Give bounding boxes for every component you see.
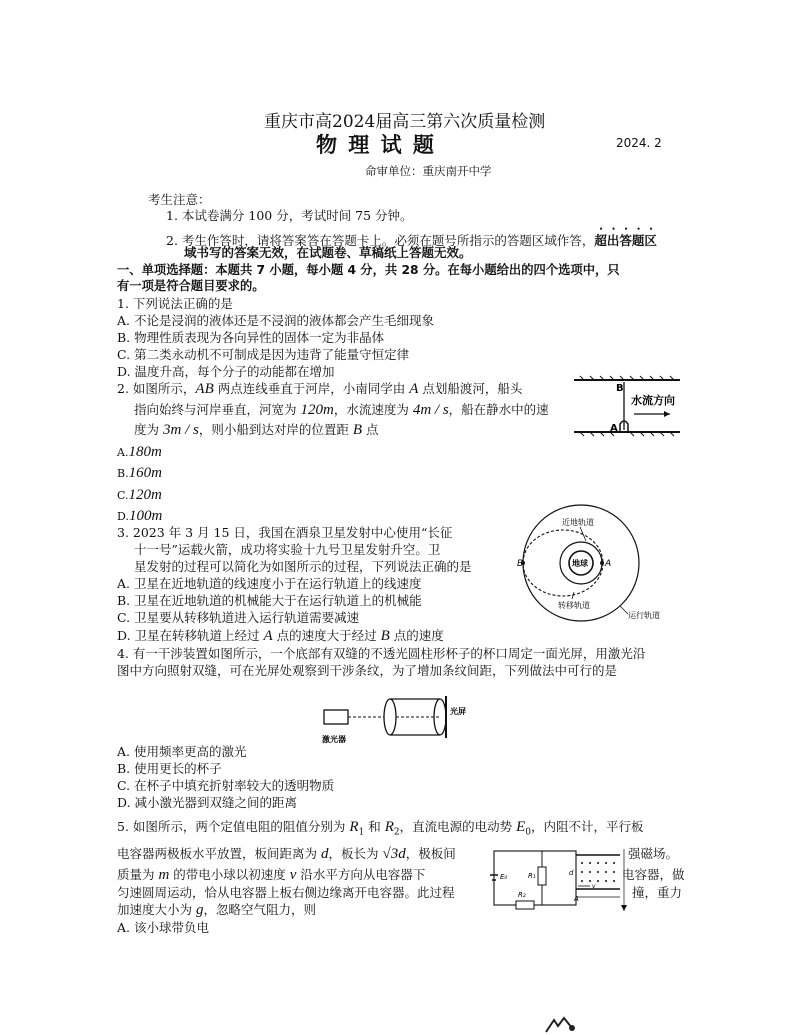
q5-fig-d: d [569, 869, 574, 877]
q5-fig-v: v [592, 883, 596, 890]
q5-option-a: A. 该小球带负电 [117, 920, 209, 935]
q2-text: 2. 如图所示， [117, 381, 196, 396]
q5-circuit-figure [490, 845, 630, 915]
q1-stem: 1. 下列说法正确的是 [117, 296, 233, 311]
q2-var-b: B [352, 422, 362, 438]
q5-text: ，内阻不计，平行板 [531, 819, 644, 834]
q3-stem-line3: 星发射的过程可以简化为如图所示的过程，下列说法正确的是 [134, 559, 472, 574]
q3-option-c: C. 卫星要从转移轨道进入运行轨道需要减速 [117, 610, 360, 625]
q2-flow-speed: 4m / s [412, 402, 449, 418]
exam-date: 2024. 2 [616, 136, 662, 150]
q2-text: 两点连线垂直于河岸，小南同学由 [213, 381, 410, 396]
q4-fig-screen: 光屏 [450, 707, 466, 716]
q5-stem-line5 [117, 901, 316, 919]
q2-option-d [117, 507, 162, 525]
q4-option-c: C. 在杯子中填充折射率较大的透明物质 [117, 778, 335, 793]
section-heading-cont: 有一项是符合题目要求的。 [117, 279, 265, 293]
q5-fig-a: A [574, 895, 579, 903]
q5-text: 5. 如图所示，两个定值电阻的阻值分别为 [117, 819, 350, 834]
q5-var-v: v [289, 867, 297, 883]
q5-fig-e0: E₀ [500, 873, 508, 881]
q3-fig-earth: 地球 [572, 559, 588, 568]
q2-option-c [117, 486, 162, 504]
q3-fig-near-orbit: 近地轨道 [562, 518, 594, 527]
q2-option-b [117, 464, 162, 482]
q5-stem-line4-tail: 撞，重力 [632, 885, 683, 900]
q3-fig-a: A [605, 559, 612, 569]
q2-option-value: 160m [128, 465, 162, 481]
q2-option-label: C. [117, 489, 129, 502]
q2-fig-label-b: B [616, 383, 624, 394]
q5-fig-r1: R₁ [528, 872, 536, 880]
q4-laser-figure [318, 690, 478, 750]
q2-option-label: A. [117, 446, 129, 459]
q4-option-d: D. 减小激光器到双缝之间的距离 [117, 795, 298, 810]
q5-var-m: m [158, 867, 170, 883]
q5-text: 沿水平方向从电容器下 [296, 867, 426, 882]
q3-fig-b: B [517, 559, 524, 569]
q2-var-a: A [409, 381, 419, 397]
q2-river-figure [572, 372, 682, 442]
notice-item-1: 1. 本试卷满分 100 分，考试时间 75 分钟。 [166, 208, 413, 223]
q5-var-r1: R [349, 819, 359, 835]
q4-stem-line2: 图中方向照射双缝，可在光屏处观察到干涉条纹，为了增加条纹间距，下列做法中可行的是 [117, 663, 618, 678]
q3-fig-transfer-orbit: 转移轨道 [558, 601, 590, 610]
q2-option-label: D. [117, 510, 129, 523]
authoring-unit: 命审单位：重庆南开中学 [365, 164, 492, 178]
q2-option-value: 100m [128, 508, 163, 524]
q2-option-value: 120m [128, 487, 162, 503]
q1-option-b: B. 物理性质表现为各向异性的固体一定为非晶体 [117, 330, 385, 345]
q1-option-c: C. 第二类永动机不可制成是因为违背了能量守恒定律 [117, 347, 410, 362]
section-heading: 一、单项选择题：本题共 7 小题，每小题 4 分，共 28 分。在每小题给出的四个选项中，只 [117, 263, 620, 277]
q4-option-b: B. 使用更长的杯子 [117, 761, 222, 776]
q5-var-r2: R [384, 819, 394, 835]
q5-text: 质量为 [117, 867, 159, 882]
q3-fig-run-orbit: 运行轨道 [628, 611, 660, 620]
q5-text: 的带电小球以初速度 [169, 867, 290, 882]
q5-text: ，忽略空气阻力，则 [203, 902, 316, 917]
q2-text: ，水流速度为 [333, 402, 413, 417]
q5-var-e0-sub: 0 [525, 827, 532, 838]
q5-var-r1-sub: 1 [358, 827, 365, 838]
q5-stem-line4: 匀速圆周运动，恰从电容器上板右侧边缘离开电容器。此过程 [117, 885, 455, 900]
q2-fig-flow-label: 水流方向 [631, 394, 675, 407]
q4-option-a: A. 使用频率更高的激光 [117, 744, 247, 759]
q5-stem-line3 [117, 866, 425, 884]
q2-stem-line1 [117, 380, 522, 398]
q5-fig-r2: R₂ [518, 891, 526, 899]
q5-text: 加速度大小为 [117, 902, 196, 917]
exam-subject-title: 物 理 试 题 [316, 132, 436, 157]
q2-var-ab: AB [195, 381, 214, 397]
q3-option-a: A. 卫星在近地轨道的线速度小于在运行轨道上的线速度 [117, 576, 422, 591]
notice-item-2-text: 2. 考生作答时，请将答案答在答题卡上。必须在题号所指示的答题区域作答， [166, 233, 595, 248]
q2-text: ，则小船到达对岸的位置距 [198, 422, 353, 437]
notice-heading: 考生注意： [148, 192, 211, 207]
q3-option-d [117, 627, 444, 645]
q2-river-width: 120m [300, 402, 334, 418]
exam-school-title: 重庆市高2024届高三第六次质量检测 [264, 112, 546, 132]
q5-stem-line2-tail: 强磁场。 [628, 846, 679, 861]
q3-text: 点的速度 [389, 628, 444, 643]
q4-fig-laser: 激光器 [322, 735, 346, 744]
q3-text: 点的速度大于经过 [272, 628, 381, 643]
q2-text: 指向始终与河岸垂直，河宽为 [134, 402, 301, 417]
q5-stem-line3-tail: 电容器，做 [622, 867, 685, 882]
q2-stem-line3 [134, 421, 378, 439]
q2-option-a [117, 443, 162, 461]
q2-option-value: 180m [128, 444, 162, 460]
q2-boat-speed: 3m / s [162, 422, 199, 438]
q3-orbit-figure [517, 500, 670, 628]
q5-stem-line1 [117, 818, 644, 842]
notice-item-2-emphasis: 超出答题区 [594, 233, 657, 248]
q2-option-label: B. [117, 467, 129, 480]
q2-fig-label-a: A [610, 423, 618, 434]
q3-var-b: B [380, 628, 390, 644]
q5-plate-length: √3d [382, 846, 406, 862]
q5-var-d: d [320, 846, 329, 862]
q2-text: 点划船渡河，船头 [418, 381, 523, 396]
q3-var-a: A [263, 628, 273, 644]
q5-text: ，直流电源的电动势 [399, 819, 517, 834]
q2-text: 度为 [134, 422, 163, 437]
q5-var-g: g [195, 902, 204, 918]
notice-item-2-cont: 域书写的答案无效，在试题卷、草稿纸上答题无效。 [184, 245, 472, 260]
q4-stem-line1: 4. 有一干涉装置如图所示，一个底部有双缝的不透光圆柱形杯子的杯口周定一面光屏，用激光沿 [117, 646, 646, 661]
q5-var-r2-sub: 2 [393, 827, 400, 838]
q5-text: 电容器两极板水平放置，板间距离为 [117, 846, 321, 861]
q3-text: D. 卫星在转移轨道上经过 [117, 628, 264, 643]
q5-text: ，板长为 [328, 846, 383, 861]
q2-text: 点 [361, 422, 379, 437]
q5-var-e0: E [516, 819, 526, 835]
q2-stem-line2 [134, 401, 564, 419]
q3-stem-line2: 十一号”运载火箭，成功将实验十九号卫星发射升空。卫 [134, 542, 441, 557]
page-corner-mark-icon [542, 1016, 582, 1034]
q2-text: ，船在静水中的速 [448, 402, 549, 417]
q3-stem-line1: 3. 2023 年 3 月 15 日，我国在酒泉卫星发射中心使用“长征 [117, 525, 453, 540]
q3-option-b: B. 卫星在近地轨道的机械能大于在运行轨道上的机械能 [117, 593, 422, 608]
q5-text: ，极板间 [405, 846, 456, 861]
q1-option-d: D. 温度升高，每个分子的动能都在增加 [117, 364, 335, 379]
q5-text: 和 [364, 819, 385, 834]
q1-option-a: A. 不论是浸润的液体还是不浸润的液体都会产生毛细现象 [117, 313, 434, 328]
q5-stem-line2 [117, 845, 456, 863]
